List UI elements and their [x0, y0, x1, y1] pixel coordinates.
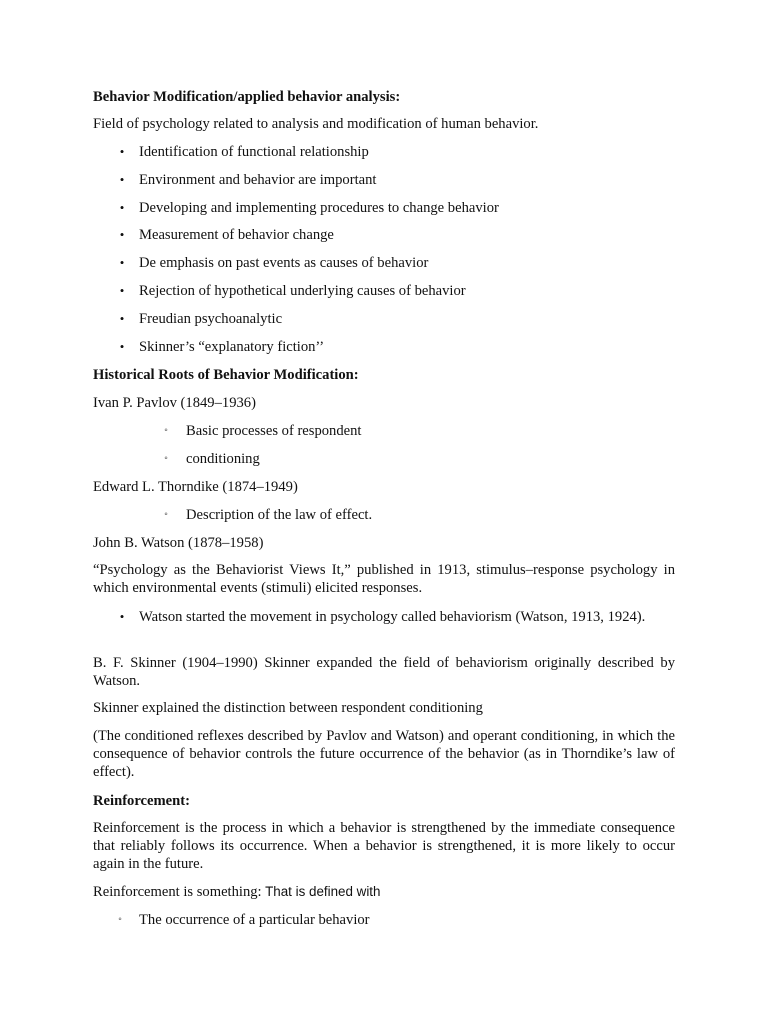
heading-reinforcement: Reinforcement: [93, 793, 190, 809]
bullet-icon: • [119, 283, 125, 298]
bullet-icon: • [119, 311, 125, 326]
bullet-icon: • [119, 609, 125, 624]
list-item: Freudian psychoanalytic [139, 311, 283, 327]
reinforcement-paragraph: Reinforcement is the process in which a behavior is strengthened by the immediate consequence that reliably follows its occurrence. When a behavior is strengthened, it is more likely to occur again in the future. [93, 820, 675, 872]
conditioning-paragraph: (The conditioned reflexes described by Pavlov and Watson) and operant conditioning, in which the consequence of behavior controls the future occurrence of the behavior (as in Thorndike’s law of effect). [93, 728, 675, 780]
watson-line: John B. Watson (1878–1958) [93, 535, 264, 551]
thorndike-line: Edward L. Thorndike (1874–1949) [93, 479, 298, 495]
heading-behavior-modification: Behavior Modification/applied behavior analysis: [93, 89, 401, 105]
list-item: The occurrence of a particular behavior [139, 912, 370, 928]
intro-line: Field of psychology related to analysis and modification of human behavior. [93, 116, 539, 132]
list-item: Identification of functional relationship [139, 144, 369, 160]
bullet-icon: • [119, 200, 125, 215]
list-item: Environment and behavior are important [139, 172, 377, 188]
list-item: Basic processes of respondent [186, 423, 362, 439]
reinforcement-defined-serif: Reinforcement is something: [93, 884, 262, 900]
circle-bullet-icon: ◦ [118, 914, 122, 925]
list-item: Watson started the movement in psychology called behaviorism (Watson, 1913, 1924). [139, 609, 646, 625]
bullet-icon: • [119, 144, 125, 159]
list-item: Rejection of hypothetical underlying causes of behavior [139, 283, 466, 299]
list-item: De emphasis on past events as causes of behavior [139, 255, 429, 271]
reinforcement-defined-line [93, 883, 675, 901]
bullet-icon: • [119, 255, 125, 270]
list-item: Developing and implementing procedures to change behavior [139, 200, 499, 216]
reinforcement-defined-sans: That is defined with [261, 884, 381, 899]
bullet-icon: • [119, 227, 125, 242]
watson-paragraph: “Psychology as the Behaviorist Views It,” published in 1913, stimulus–response psychology in which environmental events (stimuli) elicited responses. [93, 562, 675, 596]
pavlov-line: Ivan P. Pavlov (1849–1936) [93, 395, 256, 411]
bullet-icon: • [119, 339, 125, 354]
bullet-icon: • [119, 172, 125, 187]
list-item: Measurement of behavior change [139, 227, 334, 243]
list-item: conditioning [186, 451, 260, 467]
circle-bullet-icon: ◦ [164, 509, 168, 520]
circle-bullet-icon: ◦ [164, 425, 168, 436]
list-item: Skinner’s “explanatory fiction’’ [139, 339, 325, 355]
skinner-paragraph: B. F. Skinner (1904–1990) Skinner expanded the field of behaviorism originally described by Watson. [93, 655, 675, 689]
circle-bullet-icon: ◦ [164, 453, 168, 464]
list-item: Description of the law of effect. [186, 507, 373, 523]
skinner-explained-line: Skinner explained the distinction between respondent conditioning [93, 700, 483, 716]
heading-historical-roots: Historical Roots of Behavior Modification: [93, 367, 359, 383]
